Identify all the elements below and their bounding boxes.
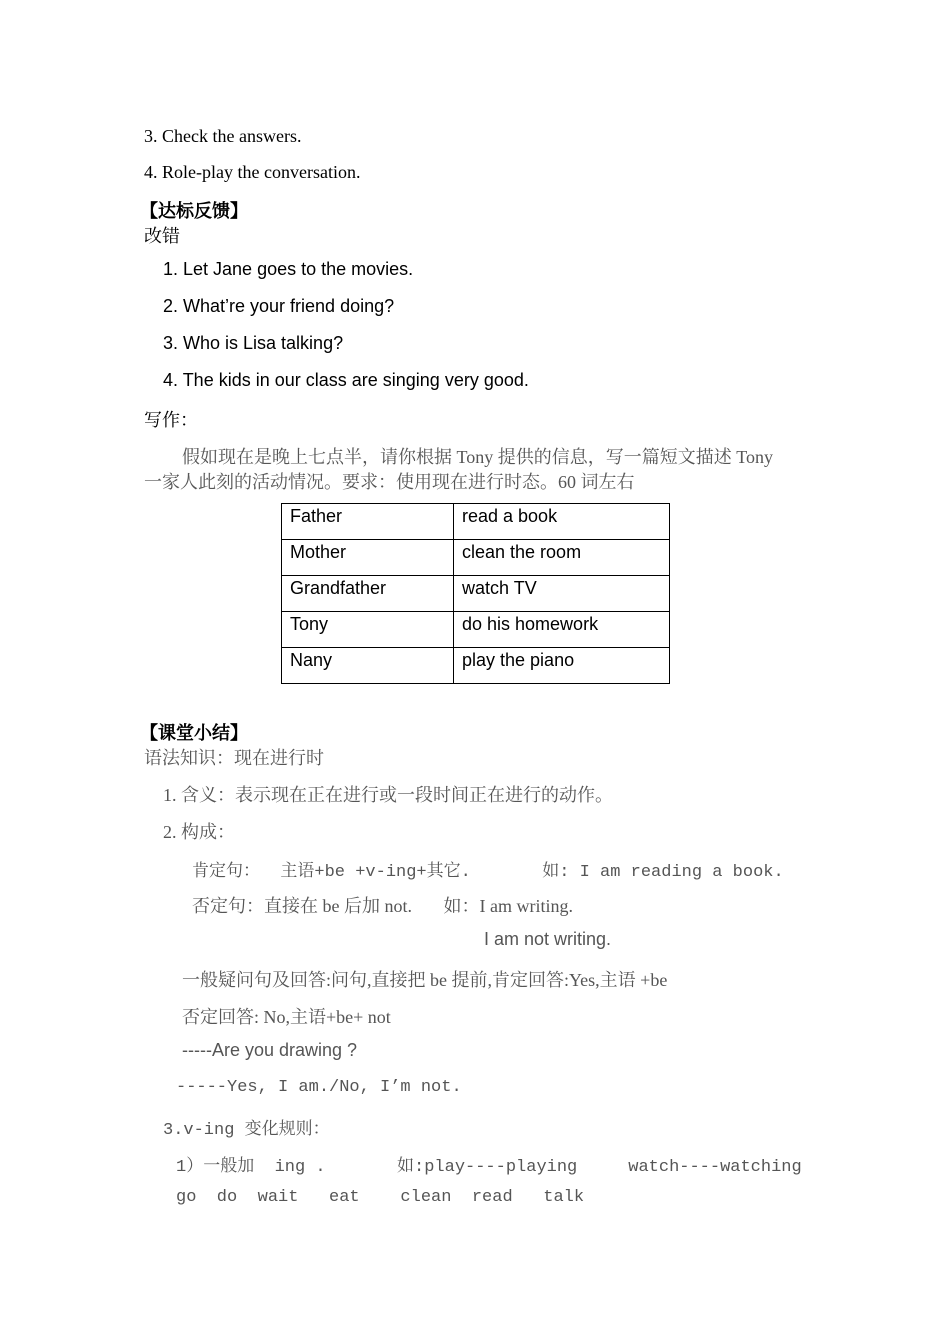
table-cell-activity: clean the room: [454, 540, 670, 576]
table-row: [282, 504, 670, 540]
table-cell-activity: do his homework: [454, 612, 670, 648]
summary-heading: 【课堂小结】: [140, 723, 248, 743]
summary-example-question: -----Are you drawing ?: [182, 1040, 358, 1060]
table-cell-person: Grandfather: [282, 576, 454, 612]
table-cell-person: Nany: [282, 648, 454, 684]
feedback-item-3: 3. Who is Lisa talking?: [163, 333, 344, 353]
table-cell-person: Mother: [282, 540, 454, 576]
feedback-subheading: 改错: [144, 226, 180, 246]
summary-example-answer: -----Yes, I am./No, I’m not.: [176, 1078, 462, 1097]
feedback-heading: 【达标反馈】: [140, 201, 248, 221]
table-cell-person: Tony: [282, 612, 454, 648]
writing-prompt-line-2: 一家人此刻的活动情况。要求：使用现在进行时态。60 词左右: [144, 472, 635, 492]
summary-rule-1-words: go do wait eat clean read talk: [176, 1188, 585, 1207]
summary-affirmative: 肯定句： 主语+be +v-ing+其它. 如: I am reading a book.: [192, 863, 784, 882]
table-cell-activity: play the piano: [454, 648, 670, 684]
summary-meaning: 1. 含义：表示现在正在进行或一段时间正在进行的动作。: [163, 785, 613, 805]
feedback-item-4: 4. The kids in our class are singing very good.: [163, 370, 529, 390]
summary-negative-example: I am not writing.: [484, 929, 612, 949]
table-row: [282, 576, 670, 612]
summary-negative-answer: 否定回答: No,主语+be+ not: [182, 1007, 391, 1027]
summary-rule-1: 1）一般加 ing . 如:play----playing watch----watching: [176, 1158, 802, 1177]
writing-label: 写作：: [144, 410, 198, 430]
summary-ving-rules: 3.v-ing 变化规则：: [163, 1121, 330, 1140]
writing-prompt-line-1: 假如现在是晚上七点半，请你根据 Tony 提供的信息，写一篇短文描述 Tony: [182, 447, 773, 467]
summary-structure: 2. 构成：: [163, 822, 235, 842]
feedback-item-1: 1. Let Jane goes to the movies.: [163, 259, 414, 279]
feedback-item-2: 2. What’re your friend doing?: [163, 296, 395, 316]
step-3: 3. Check the answers.: [144, 126, 302, 146]
table-cell-activity: watch TV: [454, 576, 670, 612]
summary-grammar: 语法知识：现在进行时: [144, 748, 324, 768]
table-row: [282, 540, 670, 576]
table-cell-activity: read a book: [454, 504, 670, 540]
family-activity-table: [281, 503, 670, 684]
table-cell-person: Father: [282, 504, 454, 540]
table-row: [282, 612, 670, 648]
summary-negative: 否定句：直接在 be 后加 not. 如：I am writing.: [192, 896, 573, 916]
table-row: [282, 648, 670, 684]
step-4: 4. Role-play the conversation.: [144, 162, 361, 182]
summary-question: 一般疑问句及回答:问句,直接把 be 提前,肯定回答:Yes,主语 +be: [182, 970, 668, 990]
